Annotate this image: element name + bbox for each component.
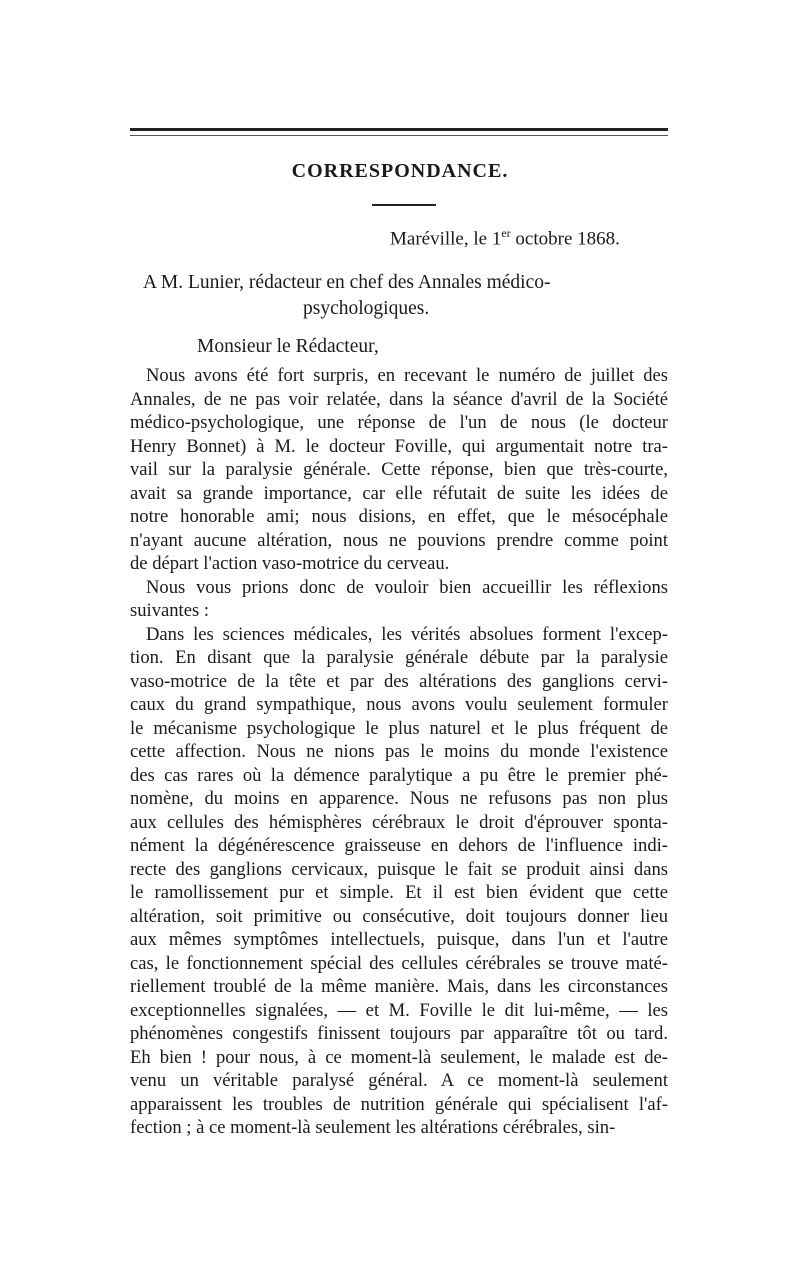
body-line: médico-psychologique, une réponse de l'un de nous (le docteur — [130, 412, 668, 433]
body-line: vaso-motrice de la tête et par des altérations des ganglions cervi- — [130, 670, 668, 692]
body-line: tion. En disant que la paralysie générale débute par la paralysie — [130, 647, 668, 668]
body-line: notre honorable ami; nous disions, en effet, que le mésocéphale — [130, 506, 668, 527]
body-line: Dans les sciences médicales, les vérités absolues forment l'excep- — [146, 623, 668, 645]
body-line: n'ayant aucune altération, nous ne pouvions prendre comme point — [130, 529, 668, 551]
body-line: Eh bien ! pour nous, à ce moment-là seulement, le malade est de- — [130, 1046, 668, 1068]
address-line-2: psychologiques. — [303, 298, 430, 319]
dateline — [390, 226, 620, 250]
body-line: nomène, du moins en apparence. Nous ne refusons pas non plus — [130, 788, 668, 809]
body-line: suivantes : — [130, 600, 210, 621]
header-rule — [130, 128, 668, 131]
address — [143, 270, 550, 322]
title-rule — [372, 204, 436, 206]
letter-body — [130, 364, 668, 1140]
body-line: vail sur la paralysie générale. Cette réponse, bien que très-courte, — [130, 459, 668, 480]
body-line: recte des ganglions cervicaux, puisque le fait se produit ainsi dans — [130, 858, 668, 880]
body-line: phénomènes congestifs finissent toujours par apparaître tôt ou tard. — [130, 1023, 668, 1044]
body-line: venu un véritable paralysé général. A ce moment-là seulement — [130, 1070, 668, 1091]
body-line: des cas rares où la démence paralytique a pu être le premier phé- — [130, 764, 668, 786]
body-line: aux mêmes symptômes intellectuels, puisque, dans l'un et l'autre — [130, 929, 668, 950]
body-line: Nous avons été fort surpris, en recevant le numéro de juillet des — [146, 365, 668, 386]
dateline-place: Maréville, le 1 — [390, 228, 502, 250]
section-title: CORRESPONDANCE. — [291, 160, 509, 182]
body-line: avait sa grande importance, car elle réfutait de suite les idées de — [130, 482, 668, 504]
body-line: caux du grand sympathique, nous avons voulu seulement formuler — [130, 694, 668, 715]
body-line: le mécanisme psychologique le plus naturel et le plus fréquent de — [130, 717, 668, 739]
salutation: Monsieur le Rédacteur, — [197, 336, 379, 357]
address-line-1: A M. Lunier, rédacteur en chef des Annales médico- — [143, 272, 551, 293]
body-line: cas, le fonctionnement spécial des cellules cérébrales se trouve maté- — [130, 952, 668, 974]
body-line: cette affection. Nous ne nions pas le moins du monde l'existence — [130, 741, 668, 762]
dateline-sup: er — [501, 226, 511, 240]
body-line: altération, soit primitive ou consécutive, doit toujours donner lieu — [130, 905, 668, 927]
body-line: de départ l'action vaso-motrice du cerveau. — [130, 553, 450, 574]
body-line: Nous vous prions donc de vouloir bien accueillir les réflexions — [146, 576, 668, 598]
body-line: apparaissent les troubles de nutrition générale qui spécialisent l'af- — [130, 1093, 668, 1115]
body-line: Henry Bonnet) à M. le docteur Foville, qui argumentait notre tra- — [130, 435, 668, 457]
body-line: riellement troublé de la même manière. Mais, dans les circonstances — [130, 976, 668, 997]
body-line: aux cellules des hémisphères cérébraux le droit d'éprouver sponta- — [130, 811, 668, 833]
body-line: le ramollissement pur et simple. Et il est bien évident que cette — [130, 882, 668, 903]
body-line: Annales, de ne pas voir relatée, dans la séance d'avril de la Société — [130, 388, 668, 410]
body-line: fection ; à ce moment-là seulement les altérations cérébrales, sin- — [130, 1117, 616, 1138]
dateline-date: octobre 1868. — [510, 228, 620, 250]
body-line: exceptionnelles signalées, — et M. Foville le dit lui-même, — les — [130, 999, 668, 1021]
body-line: nément la dégénérescence graisseuse en dehors de l'influence indi- — [130, 835, 668, 856]
header-rule-thin — [130, 135, 668, 136]
